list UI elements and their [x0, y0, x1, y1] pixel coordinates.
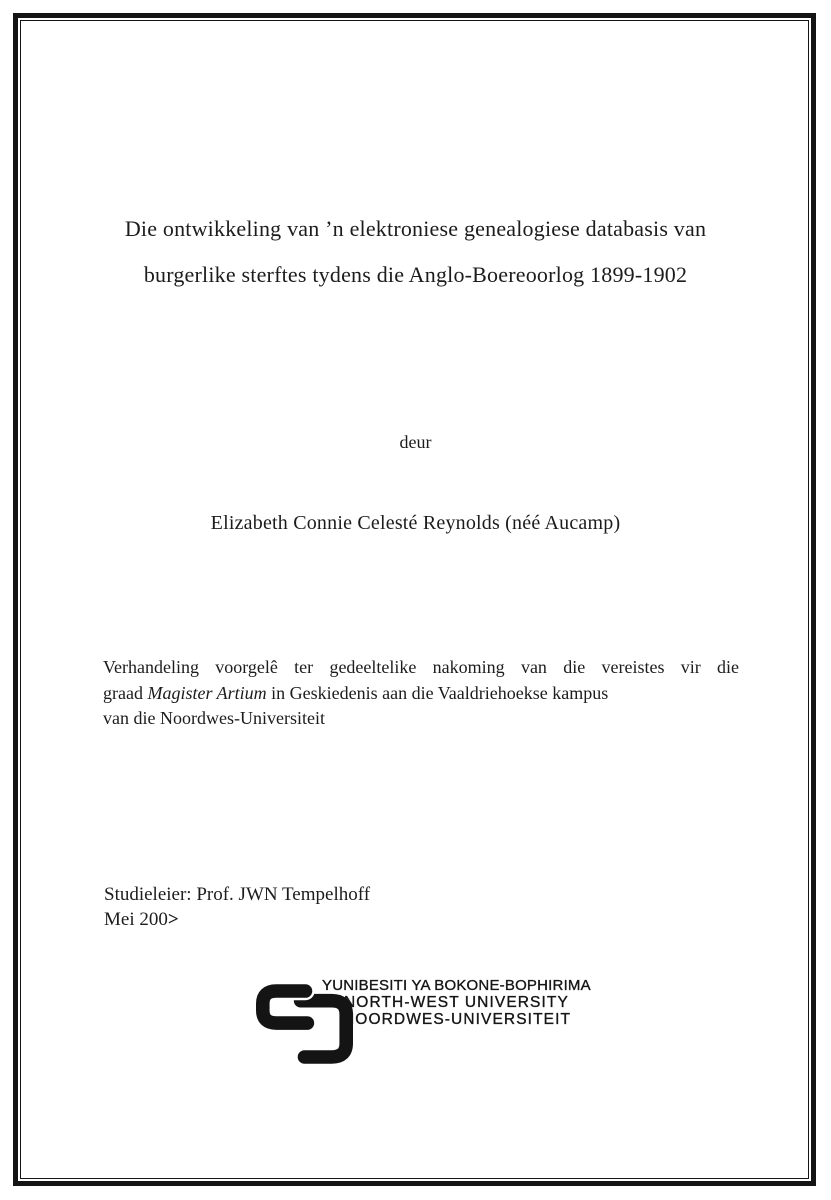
thesis-title: [0, 206, 831, 298]
degree-name-italic: Magister Artium: [147, 682, 267, 703]
page-border-inner: [20, 20, 809, 1179]
date-prefix: Mei 200: [104, 909, 168, 930]
degree-statement-line3: van die Noordwes-Universiteit: [103, 708, 325, 728]
page-border-outer: [13, 13, 816, 1186]
logo-text-afrikaans: NOORDWES-UNIVERSITEIT: [343, 1011, 572, 1028]
author-name: Elizabeth Connie Celesté Reynolds (néé Aucamp): [210, 512, 621, 534]
supervisor-line: Studieleier: Prof. JWN Tempelhoff: [104, 884, 371, 905]
degree-statement-line1: Verhandeling voorgelê ter gedeeltelike nakoming van die vereistes vir die: [103, 657, 739, 677]
date-last-digit: >: [167, 909, 178, 930]
thesis-title-line2: burgerlike sterftes tydens die Anglo-Boereoorlog 1899-1902: [143, 262, 688, 287]
logo-text-english: NORTH-WEST UNIVERSITY: [344, 994, 569, 1011]
degree-statement-line2-suffix: in Geskiedenis aan die Vaaldriehoekse kampus: [266, 682, 609, 703]
degree-statement-line2: [103, 681, 739, 707]
byline: deur: [399, 432, 432, 452]
logo-text-setswana: YUNIBESITI YA BOKONE-BOPHIRIMA: [322, 977, 591, 994]
date-line: [104, 909, 178, 931]
degree-statement: [103, 655, 739, 732]
degree-statement-line2-prefix: graad: [103, 682, 148, 703]
thesis-title-line1: Die ontwikkeling van ’n elektroniese genealogiese databasis van: [124, 216, 707, 241]
